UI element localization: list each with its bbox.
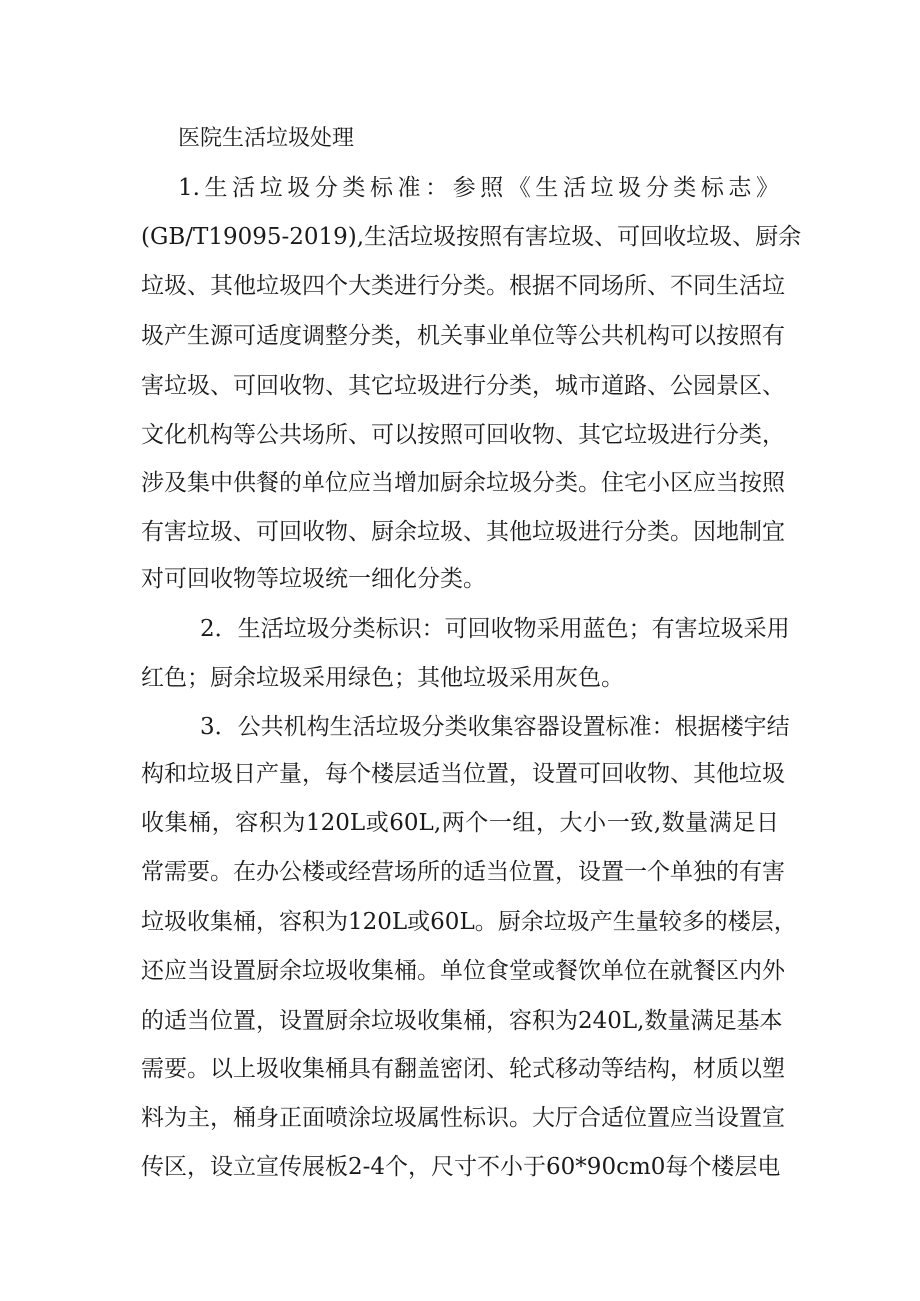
section3-line-7: 的适当位置，设置厨余垃圾收集桶，容积为240L,数量满足基本: [141, 1008, 783, 1034]
section1-line-7: 涉及集中供餐的单位应当增加厨余垃圾分类。住宅小区应当按照: [141, 470, 785, 496]
section3-line-2: 构和垃圾日产量，每个楼层适当位置，设置可回收物、其他垃圾: [141, 761, 785, 787]
section3-line-6: 还应当设置厨余垃圾收集桶。单位食堂或餐饮单位在就餐区内外: [141, 958, 785, 984]
section3-line-9: 料为主，桶身正面喷涂垃圾属性标识。大厅合适位置应当设置宣: [141, 1105, 785, 1131]
section1-line-4: 圾产生源可适度调整分类，机关事业单位等公共机构可以按照有: [141, 323, 785, 349]
section3-line-10: 传区，设立宣传展板2-4个，尺寸不小于60*90cm0每个楼层电: [141, 1154, 781, 1180]
section1-line-5: 害垃圾、可回收物、其它垃圾进行分类，城市道路、公园景区、: [141, 373, 785, 399]
section2-line-2: 红色；厨余垃圾采用绿色；其他垃圾采用灰色。: [141, 665, 624, 691]
document-title: 医院生活垃圾处理: [178, 126, 355, 151]
section1-line-8: 有害垃圾、可回收物、厨余垃圾、其他垃圾进行分类。因地制宜: [141, 519, 785, 545]
section3-line-1: 3．公共机构生活垃圾分类收集容器设置标准：根据楼宇结: [200, 714, 790, 740]
section1-line-9: 对可回收物等垃圾统一细化分类。: [141, 566, 486, 592]
section3-line-5: 垃圾收集桶，容积为120L或60L。厨余垃圾产生量较多的楼层，: [141, 909, 797, 935]
section3-line-3: 收集桶，容积为120L或60L,两个一组，大小一致,数量满足日: [141, 810, 779, 836]
section1-line-3: 垃圾、其他垃圾四个大类进行分类。根据不同场所、不同生活垃: [141, 273, 785, 299]
section1-line-1: 1.生活垃圾分类标准：参照《生活垃圾分类标志》: [178, 175, 779, 201]
section1-line-2: (GB/T19095-2019),生活垃圾按照有害垃圾、可回收垃圾、厨余: [141, 224, 802, 250]
section1-line-6: 文化机构等公共场所、可以按照可回收物、其它垃圾进行分类，: [141, 422, 785, 448]
section3-line-8: 需要。以上圾收集桶具有翻盖密闭、轮式移动等结构，材质以塑: [141, 1056, 785, 1082]
section2-line-1: 2．生活垃圾分类标识：可回收物采用蓝色；有害垃圾采用: [200, 616, 790, 642]
section3-line-4: 常需要。在办公楼或经营场所的适当位置，设置一个单独的有害: [141, 859, 785, 885]
